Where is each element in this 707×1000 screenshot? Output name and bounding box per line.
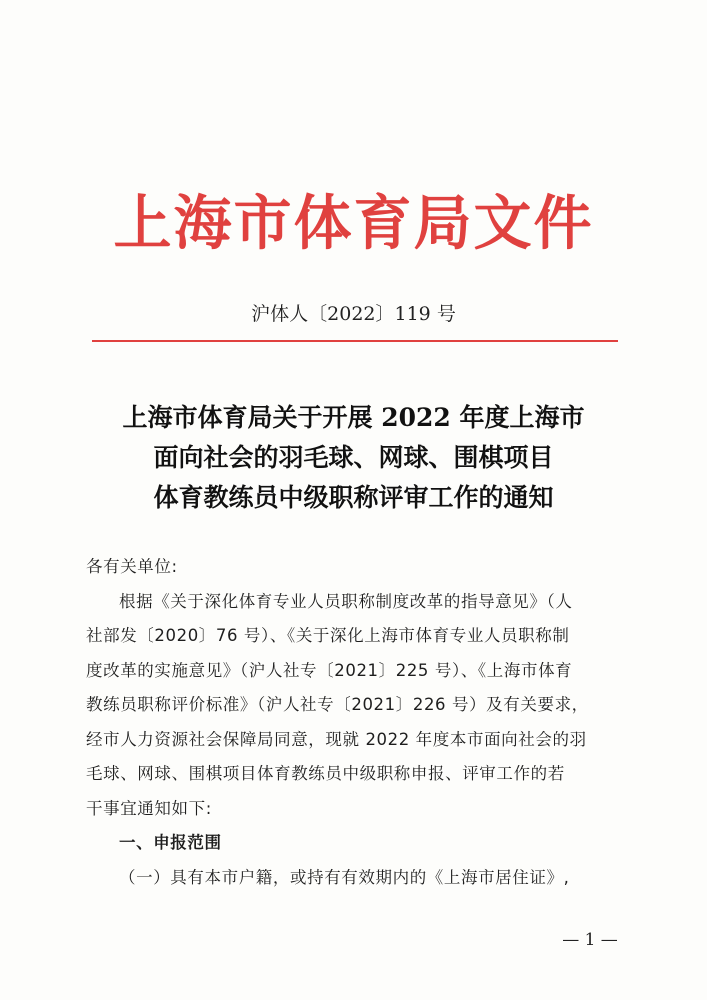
body-line-6: 毛球、网球、围棋项目体育教练员中级职称申报、评审工作的若 [86, 764, 565, 783]
section-heading: 一、申报范围 [119, 833, 222, 852]
salutation: 各有关单位: [86, 557, 178, 576]
body-line-3: 度改革的实施意见》（沪人社专〔2021〕225 号）、《上海市体育 [86, 660, 573, 680]
red-divider-line [92, 340, 618, 342]
page-number: — 1 — [562, 930, 618, 950]
notice-title [60, 398, 647, 518]
title-line-1: 上海市体育局关于开展 2022 年度上海市 [122, 403, 585, 432]
body-line-1: 根据《关于深化体育专业人员职称制度改革的指导意见》（人 [119, 591, 573, 611]
title-line-3: 体育教练员中级职称评审工作的通知 [153, 483, 554, 512]
body-line-2: 社部发〔2020〕76 号）、《关于深化上海市体育专业人员职称制 [86, 626, 570, 645]
body-line-4: 教练员职称评价标准》（沪人社专〔2021〕226 号）及有关要求， [86, 695, 589, 714]
title-line-2: 面向社会的羽毛球、网球、围棋项目 [153, 443, 554, 472]
notice-body [86, 550, 626, 895]
masthead-title: 上海市体育局文件 [113, 188, 594, 258]
body-line-5: 经市人力资源社会保障局同意，现就 2022 年度本市面向社会的羽 [86, 729, 587, 749]
document-number: 沪体人〔2022〕119 号 [251, 303, 456, 325]
item-line: （一）具有本市户籍，或持有有效期内的《上海市居住证》, [119, 867, 570, 887]
body-line-7: 干事宜通知如下: [86, 798, 212, 818]
